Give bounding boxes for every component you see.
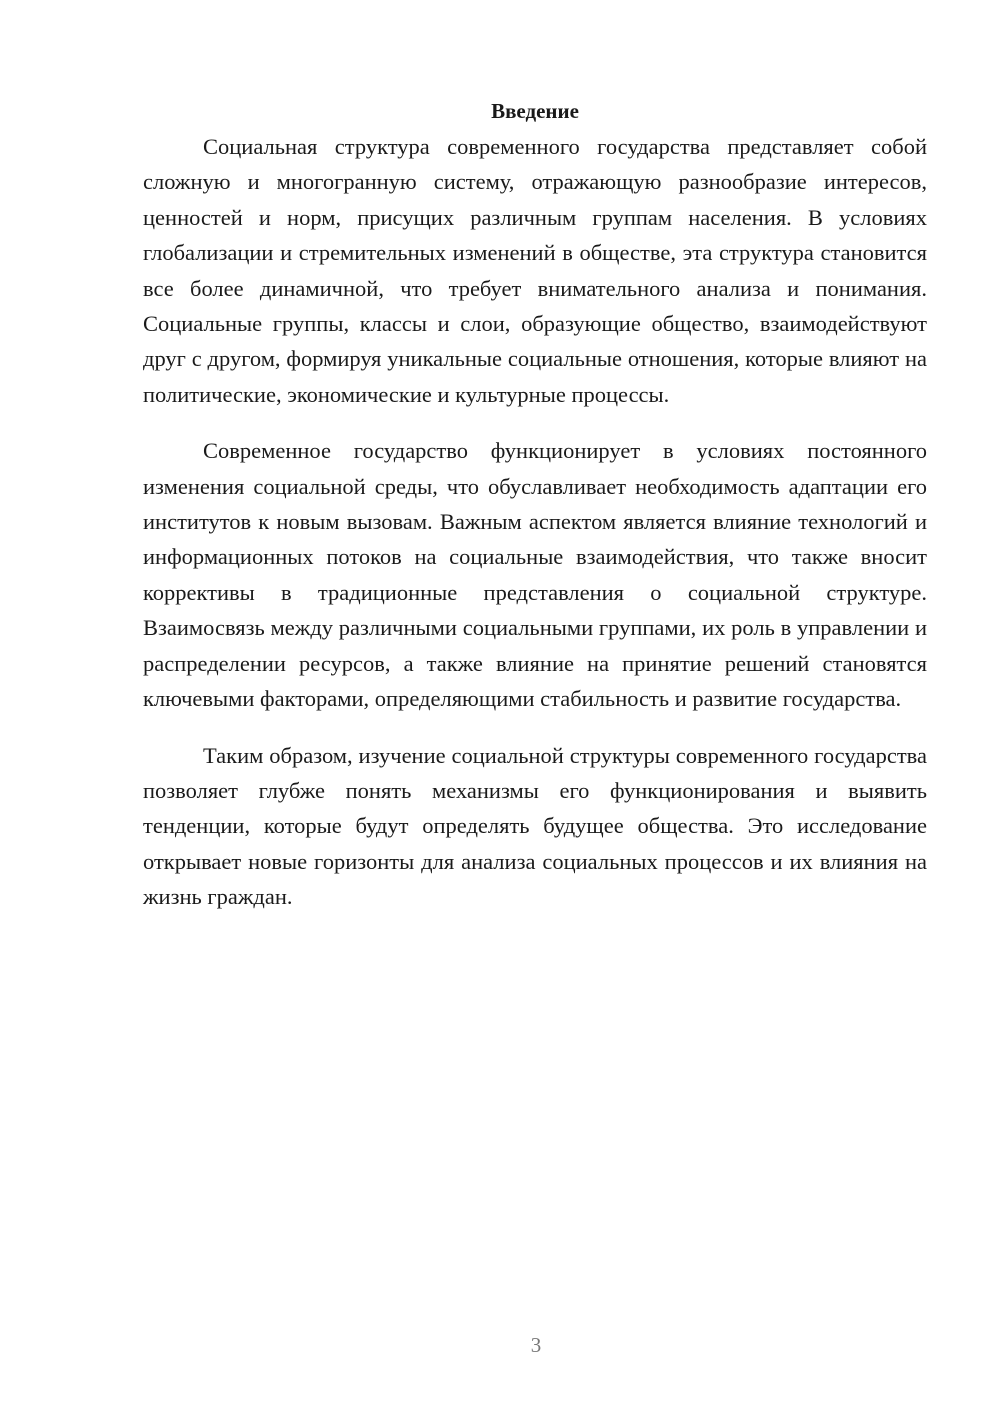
page-number: 3 xyxy=(530,1333,542,1357)
paragraph-1: Социальная структура современного государства представляет собой сложную и многогранную систему, отражающую разнообразие интересов, ценностей и норм, присущих различным группам населения. В условиях глобализации и стремительных изменений в обществе, эта структура становится все более динамичной, что требует внимательного анализа и понимания. Социальные группы, классы и слои, образующие общество, взаимодействуют друг с другом, формируя уникальные социальные отношения, которые влияют на политические, экономические и культурные процессы. xyxy=(143,134,927,407)
paragraph-2: Современное государство функционирует в условиях постоянного изменения социальной среды, что обуславливает необходимость адаптации его институтов к новым вызовам. Важным аспектом является влияние технологий и информационных потоков на социальные взаимодействия, что также вносит коррективы в традиционные представления о социальной структуре. Взаимосвязь между различными социальными группами, их роль в управлении и распределении ресурсов, а также влияние на принятие решений становятся ключевыми факторами, определяющими стабильность и развитие государства. xyxy=(143,438,927,712)
page-content xyxy=(143,96,927,915)
paragraph-3: Таким образом, изучение социальной структуры современного государства позволяет глубже понять механизмы его функционирования и выявить тенденции, которые будут определять будущее общества. Это исследование открывает новые горизонты для анализа социальных процессов и их влияния на жизнь граждан. xyxy=(143,742,927,910)
section-heading: Введение xyxy=(491,99,579,123)
